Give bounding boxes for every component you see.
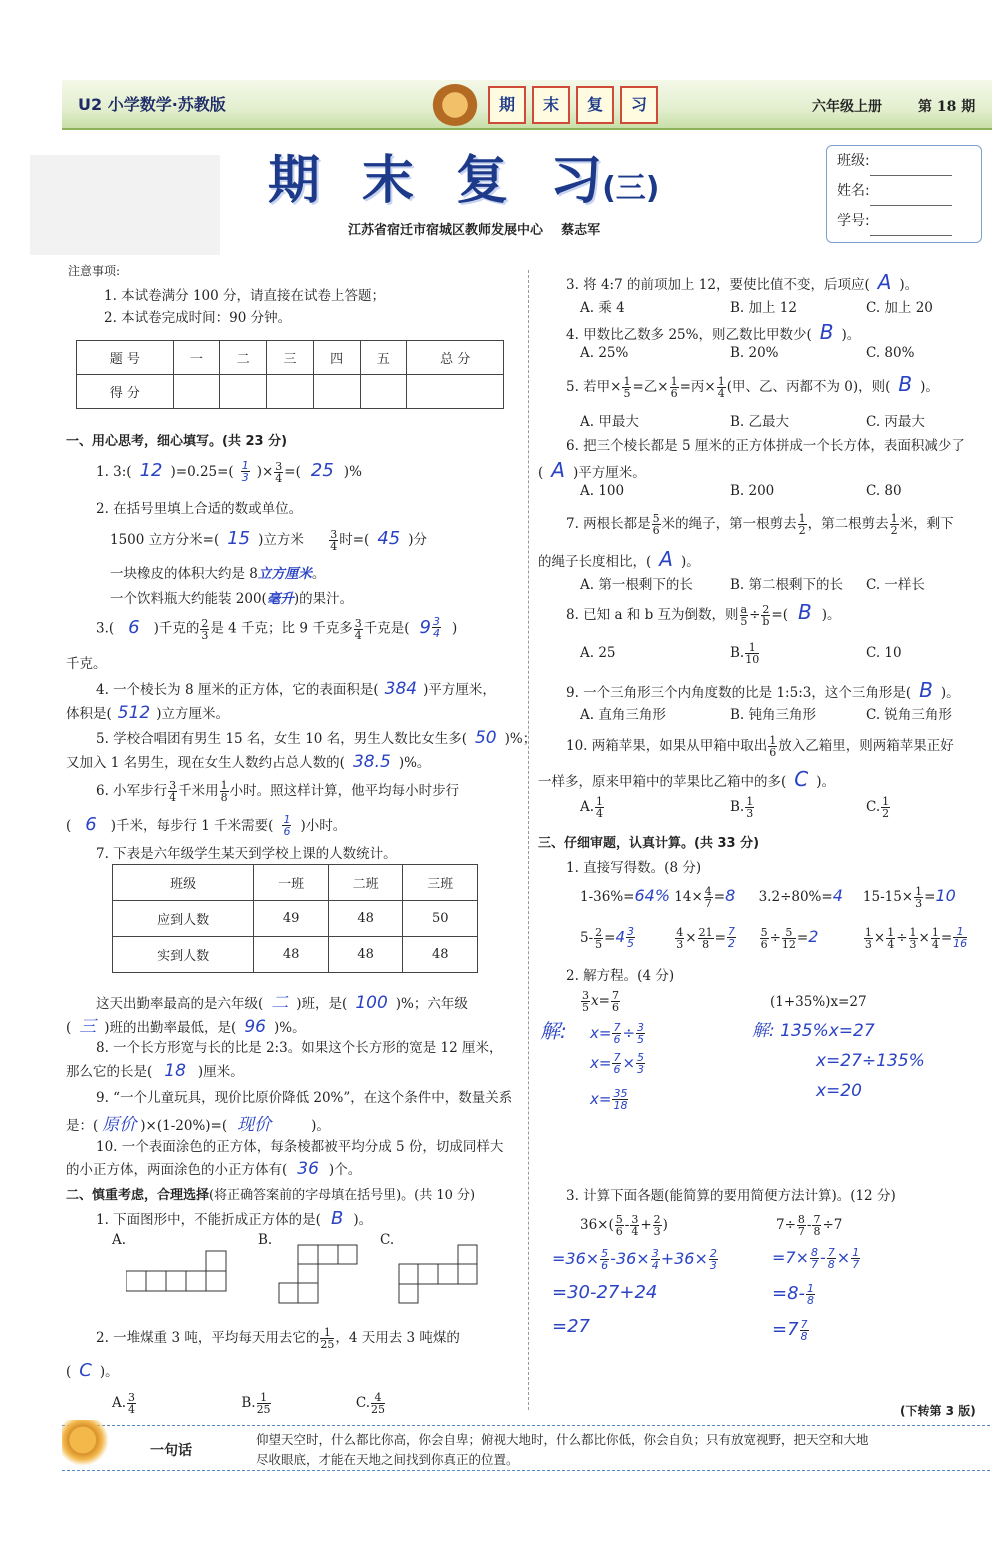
p1-q4-line2: 体积是( 512 )立方厘米。 xyxy=(66,703,230,723)
calc-ans: 2 xyxy=(727,937,735,950)
p3-s1-row1: 1-36%=64% 14× $\frac{4}{7}$ =8 3.2÷80%=4 15-15× $\frac{1}{3}$ =10 xyxy=(580,885,956,910)
p1-q2-a-ans: 15 xyxy=(227,528,251,549)
score-header: 五 xyxy=(360,341,407,375)
p1-q10-ans: 36 xyxy=(297,1159,319,1179)
cube-net-b xyxy=(278,1244,358,1304)
score-row-label: 得 分 xyxy=(77,375,174,409)
attendance-header: 一班 xyxy=(254,865,329,901)
p1-q3-end: 千克。 xyxy=(66,656,107,672)
r-q10-opts: A. $\frac{1}{4}$ B. $\frac{1}{3}$ C. $\frac{1}{2}$ xyxy=(580,795,890,820)
title-suffix: (三) xyxy=(602,171,660,206)
p1-q7-ans-d: 96 xyxy=(244,1017,266,1037)
part2-title: 二、慎重考虑，合理选择(将正确答案前的字母填在括号里)。(共 10 分) xyxy=(66,1188,476,1203)
r-q8-ans: B xyxy=(798,600,812,624)
calc-ans: 2 xyxy=(808,927,819,946)
calc-ans: 10 xyxy=(935,886,956,905)
score-cell[interactable] xyxy=(313,375,360,409)
score-cell[interactable] xyxy=(173,375,220,409)
page-title xyxy=(268,138,659,213)
p2-q2-ans: C xyxy=(79,1360,92,1381)
p1-q5-line2: 又加入 1 名男生，现在女生人数约占总人数的( 38.5 )%。 xyxy=(66,752,431,772)
r-q6-opts: A. 100 B. 200 C. 80 xyxy=(580,483,902,499)
r-q9: 9. 一个三角形三个内角度数的比是 1:5:3，这个三角形是( B )。 xyxy=(566,678,960,702)
p1-q5: 5. 学校合唱团有男生 15 名，女生 10 名，男生人数比女生多( 50 )%； xyxy=(96,728,537,748)
class-field[interactable]: 班级: xyxy=(827,146,981,176)
part1-title: 一、用心思考，细心填写。(共 23 分) xyxy=(66,434,288,449)
p1-q5-ans-b: 38.5 xyxy=(352,752,391,772)
p3-s3-a-work: =36× $\frac{5}{6}$ -36× $\frac{3}{4}$ +36× $\frac{2}{3}$ =30-27+24 =27 xyxy=(552,1247,717,1337)
part3-title: 三、仔细审题，认真计算。(共 33 分) xyxy=(538,836,760,851)
p3-s1-row2: 5- $\frac{2}{5}$ =4 $\frac{3}{5}$ $\frac{4}{3}$ × $\frac{21}{8}$ = $\frac{7}{2}$ $\frac{5}{6}$ ÷ $\frac{5}{12}$ =2 $\frac{1}{3}$ × $\frac{1}{4}$ ÷ $\frac{1}{3}$ × $\frac{1}{4}$ = $\frac{1}{16}$ xyxy=(580,925,968,951)
student-info-box xyxy=(826,145,982,243)
score-header: 四 xyxy=(313,341,360,375)
r-q9-ans: B xyxy=(919,678,933,702)
p3-s3-title: 3. 计算下面各题(能简算的要用简便方法计算)。(12 分) xyxy=(566,1188,896,1204)
notice-title: 注意事项: xyxy=(68,264,121,278)
title-char-4: 习 xyxy=(550,151,603,211)
p1-q6-line2: ( 6 )千米，每步行 1 千米需要( $\frac{1}{6}$ )小时。 xyxy=(66,813,347,838)
attendance-cell: 实到人数 xyxy=(113,937,254,973)
score-header: 一 xyxy=(173,341,220,375)
title-char-1: 期 xyxy=(268,151,321,211)
giraffe-icon xyxy=(62,1420,114,1470)
attendance-cell: 50 xyxy=(403,901,478,937)
attendance-header: 二班 xyxy=(328,865,403,901)
p1-q1: 1. 3:( 12 )=0.25=( $\frac{1}{3}$ )× $\frac{3}{4}$ =( 25 )% xyxy=(96,459,362,485)
p3-s3-b: 7÷ $\frac{8}{7}$ - $\frac{7}{8}$ ÷7 xyxy=(776,1213,843,1238)
title-char-2: 末 xyxy=(362,151,415,211)
footer-label: 一句话 xyxy=(150,1443,192,1459)
p3-s2-title: 2. 解方程。(4 分) xyxy=(566,968,675,984)
sticker-4: 习 xyxy=(620,86,658,124)
p1-q3: 3.( 6 )千克的 $\frac{2}{3}$ 是 4 千克；比 9 千克多 $\frac{3}{4}$ 千克是( 9 $\frac{3}{4}$ ) xyxy=(96,615,458,642)
attendance-header: 三班 xyxy=(403,865,478,901)
qr-code-area xyxy=(30,155,220,255)
p2-q1: 1. 下面图形中，不能折成正方体的是( B )。 xyxy=(96,1208,373,1229)
r-q3: 3. 将 4:7 的前项加上 12，要使比值不变，后项应( A )。 xyxy=(566,270,919,294)
p1-q9: 9. “一个儿童玩具，现价比原价降低 20%”，在这个条件中，数量关系 xyxy=(96,1090,513,1106)
p1-q8-line2: 那么它的长是( 18 )厘米。 xyxy=(66,1061,244,1081)
p1-q4-ans-b: 512 xyxy=(117,703,151,723)
score-header: 总 分 xyxy=(407,341,504,375)
r-q8-opts: A. 25 B. $\frac{1}{10}$ C. 10 xyxy=(580,641,902,666)
r-q5-ans: B xyxy=(898,372,913,396)
calc-ans: 1 xyxy=(953,926,967,938)
p1-q2-d-ans: 毫升 xyxy=(266,591,294,607)
p3-s3-b-work: =7× $\frac{8}{7}$ - $\frac{7}{8}$ × $\frac{1}{7}$ =8- $\frac{1}{8}$ =7 $\frac{7}{8}$ xyxy=(772,1246,860,1343)
footer-text-2: 尽收眼底，才能在天地之间找到你真正的位置。 xyxy=(256,1452,519,1467)
r-q4: 4. 甲数比乙数多 25%，则乙数比甲数少( B )。 xyxy=(566,320,861,344)
p3-s2-eq2: (1+35%)x=27 xyxy=(770,994,867,1010)
score-cell[interactable] xyxy=(220,375,267,409)
notice-item-2: 2. 本试卷完成时间：90 分钟。 xyxy=(104,310,292,326)
p2-q2: 2. 一堆煤重 3 吨，平均每天用去它的 $\frac{1}{25}$ ，4 天用去 3 吨煤的 xyxy=(96,1326,460,1351)
attendance-cell: 48 xyxy=(328,937,403,973)
p1-q2-a: 1500 立方分米=( 15 )立方米 $\frac{3}{4}$ 时=( 45 )分 xyxy=(110,528,427,553)
p1-q7-ans-b: 100 xyxy=(355,993,388,1013)
sticker-2: 末 xyxy=(532,86,570,124)
attendance-header: 班级 xyxy=(113,865,254,901)
p1-q1-ans-b: 3 xyxy=(241,471,249,484)
p1-q6: 6. 小军步行 $\frac{3}{4}$ 千米用 $\frac{1}{8}$ 小时。照这样计算，他平均每小时步行 xyxy=(96,779,460,804)
r-q10: 10. 两箱苹果，如果从甲箱中取出 $\frac{1}{6}$ 放入乙箱里，则两箱苹果正好 xyxy=(566,734,954,759)
p1-q8: 8. 一个长方形宽与长的比是 2:3。如果这个长方形的宽是 12 厘米， xyxy=(96,1040,503,1056)
sticker-3: 复 xyxy=(576,86,614,124)
p1-q5-ans-a: 50 xyxy=(474,728,497,748)
p1-q4-ans-a: 384 xyxy=(384,679,418,699)
p1-q6-ans-b: 6 xyxy=(283,825,291,838)
score-header: 三 xyxy=(267,341,314,375)
r-q3-ans: A xyxy=(877,270,892,294)
p2-q2-answer: ( C )。 xyxy=(66,1360,119,1381)
p1-q1-ans-a: 12 xyxy=(139,460,163,481)
r-q4-opts: A. 25% B. 20% C. 80% xyxy=(580,345,915,361)
p1-q1-ans-c: 25 xyxy=(310,460,334,481)
r-q6: 6. 把三个棱长都是 5 厘米的正方体拼成一个长方体，表面积减少了 xyxy=(566,438,965,454)
p2-q1-opt-a: A. xyxy=(112,1232,127,1248)
cube-net-c xyxy=(398,1244,478,1304)
p1-q7-text-2: ( 三 )班的出勤率最低，是( 96 )%。 xyxy=(66,1017,306,1037)
p1-q7-ans-a: 二 xyxy=(271,993,289,1013)
sticker-1: 期 xyxy=(488,86,526,124)
r-q7-ans: A xyxy=(659,547,673,571)
p1-q2-d: 一个饮料瓶大约能装 200(毫升)的果汁。 xyxy=(110,591,354,607)
r-q5-opts: A. 甲最大 B. 乙最大 C. 丙最大 xyxy=(580,414,925,430)
p1-q9-ans-a: 原价 xyxy=(102,1115,137,1135)
r-q7: 7. 两根长都是 $\frac{5}{6}$ 米的绳子，第一根剪去 $\frac{1}{2}$ ，第二根剪去 $\frac{1}{2}$ 米，剩下 xyxy=(566,512,954,537)
r-q6-line2: ( A )平方厘米。 xyxy=(538,458,646,482)
r-q10-ans: C xyxy=(794,767,809,791)
p2-q1-opt-b: B. xyxy=(258,1232,273,1248)
p1-q2-c-ans: 立方厘米 xyxy=(257,566,312,582)
score-header: 二 xyxy=(220,341,267,375)
header-stickers xyxy=(488,86,664,124)
continue-note: (下转第 3 版) xyxy=(900,1404,976,1418)
id-field[interactable]: 学号: xyxy=(827,206,981,236)
p1-q9-ans-b: 现价 xyxy=(237,1115,272,1135)
header-grade: 六年级上册 xyxy=(812,99,882,115)
author-line: 江苏省宿迁市宿城区教师发展中心 蔡志军 xyxy=(348,223,601,238)
score-table xyxy=(76,340,504,409)
r-q10-line2: 一样多，原来甲箱中的苹果比乙箱中的多( C )。 xyxy=(538,767,836,791)
attendance-cell: 49 xyxy=(254,901,329,937)
score-cell[interactable] xyxy=(360,375,407,409)
score-header: 题 号 xyxy=(77,341,174,375)
p2-q2-opts: A. $\frac{3}{4}$ B. $\frac{1}{25}$ C. $\frac{4}{25}$ xyxy=(112,1391,385,1416)
p1-q4: 4. 一个棱长为 8 厘米的正方体，它的表面积是( 384 )平方厘米， xyxy=(96,679,496,699)
p3-s1-title: 1. 直接写得数。(8 分) xyxy=(566,860,702,876)
attendance-cell: 应到人数 xyxy=(113,901,254,937)
r-q6-ans: A xyxy=(551,458,565,482)
calc-ans: 4 xyxy=(832,886,843,905)
title-char-3: 复 xyxy=(456,151,509,211)
p3-s2-work1-steps: x= $\frac{7}{6}$ ÷ $\frac{3}{5}$ x= $\frac{7}{6}$ × $\frac{5}{3}$ x= $\frac{35}{18}$ xyxy=(590,1021,645,1112)
attendance-table xyxy=(112,864,478,973)
r-q4-ans: B xyxy=(819,320,834,344)
name-field[interactable]: 姓名: xyxy=(827,176,981,206)
score-cell[interactable] xyxy=(267,375,314,409)
p3-s2-eq1: $\frac{3}{5}$ x= $\frac{7}{6}$ xyxy=(582,989,619,1014)
r-q8: 8. 已知 a 和 b 互为倒数，则 $\frac{a}{5}$ ÷ $\frac{2}{b}$ =( B )。 xyxy=(566,600,841,628)
calc-ans: 8 xyxy=(725,886,736,905)
p1-q3-ans-a: 6 xyxy=(128,616,140,638)
p2-q1-opt-c: C. xyxy=(380,1232,395,1248)
p2-q1-ans: B xyxy=(330,1208,344,1229)
p1-q7-title: 7. 下表是六年级学生某天到学校上课的人数统计。 xyxy=(96,846,397,862)
p1-q2-b-ans: 45 xyxy=(377,528,401,549)
p1-q2-title: 2. 在括号里填上合适的数或单位。 xyxy=(96,501,303,517)
p1-q10: 10. 一个表面涂色的正方体，每条棱都被平均分成 5 份，切成同样大 xyxy=(96,1139,504,1155)
p1-q7-ans-c: 三 xyxy=(79,1017,97,1037)
attendance-cell: 48 xyxy=(254,937,329,973)
cube-net-a xyxy=(126,1250,228,1292)
p3-s2-work1: 解: xyxy=(540,1019,567,1043)
attendance-cell: 48 xyxy=(403,937,478,973)
r-q3-opts: A. 乘 4 B. 加上 12 C. 加上 20 xyxy=(580,300,933,316)
column-divider xyxy=(528,270,529,1410)
p1-q8-ans: 18 xyxy=(164,1061,186,1081)
p1-q2-c: 一块橡皮的体积大约是 8立方厘米。 xyxy=(110,566,326,582)
p1-q7-text: 这天出勤率最高的是六年级( 二 )班，是( 100 )%；六年级 xyxy=(96,993,468,1013)
calc-ans: 4 xyxy=(615,928,626,946)
r-q7-opts: A. 第一根剩下的长 B. 第二根剩下的长 C. 一样长 xyxy=(580,577,925,593)
p1-q10-line2: 的小正方体，两面涂色的小正方体有( 36 )个。 xyxy=(66,1159,362,1179)
attendance-cell: 48 xyxy=(328,901,403,937)
p1-q6-ans-a: 6 xyxy=(85,814,97,835)
score-cell[interactable] xyxy=(407,375,504,409)
calc-ans: 64% xyxy=(634,886,671,905)
lion-mascot-icon xyxy=(432,84,478,126)
r-q9-opts: A. 直角三角形 B. 钝角三角形 C. 锐角三角形 xyxy=(580,707,952,723)
r-q5: 5. 若甲× $\frac{1}{5}$ =乙× $\frac{1}{6}$ =丙× $\frac{1}{4}$ (甲、乙、丙都不为 0)，则( B )。 xyxy=(566,372,939,400)
r-q7-line2: 的绳子长度相比，( A )。 xyxy=(538,547,700,571)
p1-q9-line2: 是：( 原价 )×(1-20%)=( 现价 )。 xyxy=(66,1115,330,1135)
p3-s3-a: 36×( $\frac{5}{6}$ - $\frac{3}{4}$ + $\frac{2}{3}$ ) xyxy=(580,1213,668,1238)
notice-item-1: 1. 本试卷满分 100 分，请直接在试卷上答题； xyxy=(104,288,386,304)
header-issue: 第 18 期 xyxy=(918,99,976,115)
footer-text-1: 仰望天空时，什么都比你高，你会自卑；俯视大地时，什么都比你低，你会自负；只有放宽视野，把天空和大地 xyxy=(256,1432,869,1447)
p3-s2-work2: 解: 135%x=27 x=27÷135% x=20 xyxy=(752,1021,925,1101)
header-left-label: U2 小学数学·苏教版 xyxy=(78,95,226,114)
p1-q3-ans-b: 9 xyxy=(419,616,431,638)
